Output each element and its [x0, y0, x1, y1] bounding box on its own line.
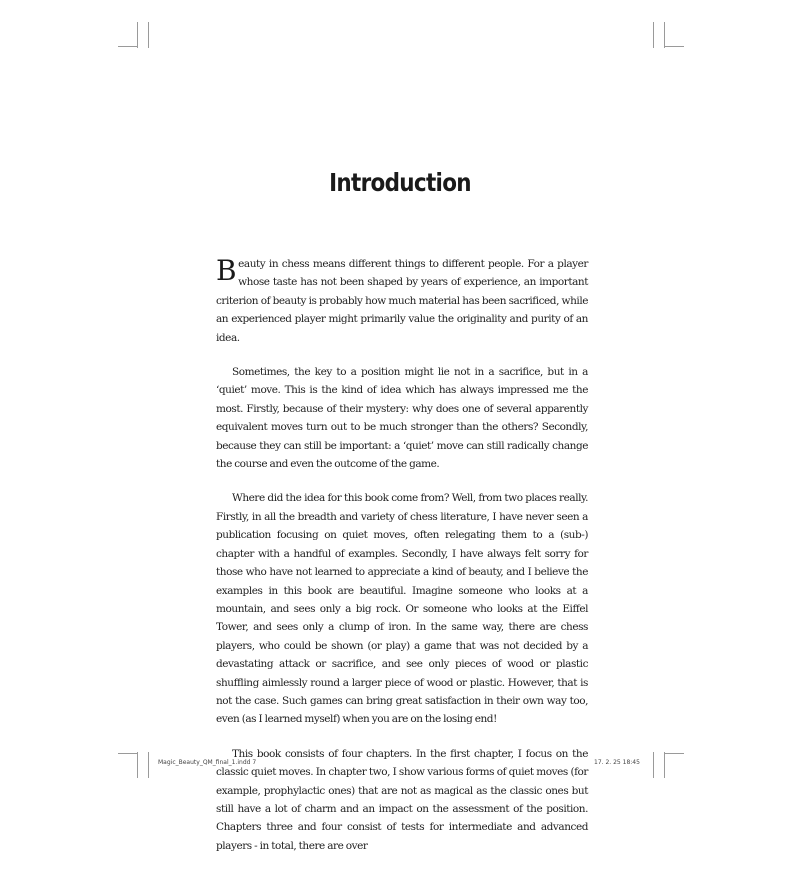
body-text: [216, 255, 588, 871]
slug-filename: Magic_Beauty_QM_final_1.indd 7: [158, 759, 257, 766]
paragraph-3: Where did the idea for this book come from? Well, from two places really. Firstly, in all the breadth and variety of chess literature, I have never seen a publication focusing on quiet moves, often relegating them to a (sub-) chapter with a handful of examples. Secondly, I have always felt sorry for those who have not learned to appreciate a kind of beauty, and I believe the examples in this book are beautiful. Imagine someone who looks at a mountain, and sees only a big rock. Or someone who looks at the Eiffel Tower, and sees only a clump of iron. In the same way, there are chess players, who could be shown (or play) a game that was not decided by a devastating attack or sacrifice, and see only pieces of wood or plastic shuffling aimlessly round a larger piece of wood or plastic. However, that is not the case. Such games can bring great satisfaction in their own way too, even (as I learned myself) when you are on the losing end!: [216, 492, 588, 726]
crop-mark-bottom-left-vertical-1: [137, 752, 138, 778]
crop-mark-bottom-left-vertical-2: [148, 752, 149, 778]
crop-mark-bottom-left-horizontal: [118, 753, 138, 754]
crop-mark-bottom-right-horizontal: [664, 753, 684, 754]
paragraph-2: Sometimes, the key to a position might lie not in a sacrifice, but in a ‘quiet’ move. This is the kind of idea which has always impressed me the most. Firstly, because of their mystery: why does one of several apparently equivalent moves turn out to be much stronger than the others? Secondly, because they can still be important: a ‘quiet’ move can still radically change the course and even the outcome of the game.: [216, 366, 588, 471]
crop-mark-top-left-horizontal: [118, 46, 138, 47]
crop-mark-top-right-vertical-1: [653, 22, 654, 48]
paragraph-1: [216, 255, 588, 347]
crop-mark-bottom-right-vertical-1: [653, 752, 654, 778]
crop-mark-top-left-vertical-1: [137, 22, 138, 48]
paragraph-4: This book consists of four chapters. In the first chapter, I focus on the classic quiet moves. In chapter two, I show various forms of quiet moves (for example, prophylactic ones) that are not as magical as the classic ones but still have a lot of charm and an impact on the assessment of the position. Chapters three and four consist of tests for intermediate and advanced players - in total, there are over: [216, 747, 588, 852]
page-title: Introduction: [329, 168, 471, 197]
slug-datetime: 17. 2. 25 18:45: [594, 759, 640, 766]
paragraph-1-text: eauty in chess means different things to different people. For a player whose taste has not been shaped by years of experience, an important criterion of beauty is probably how much material has been sacrificed, while an experienced player might primarily value the originality and purity of an idea.: [216, 258, 588, 344]
drop-cap: B: [216, 254, 237, 287]
crop-mark-bottom-right-vertical-2: [664, 752, 665, 778]
crop-mark-top-right-horizontal: [664, 46, 684, 47]
crop-mark-top-left-vertical-2: [148, 22, 149, 48]
crop-mark-top-right-vertical-2: [664, 22, 665, 48]
